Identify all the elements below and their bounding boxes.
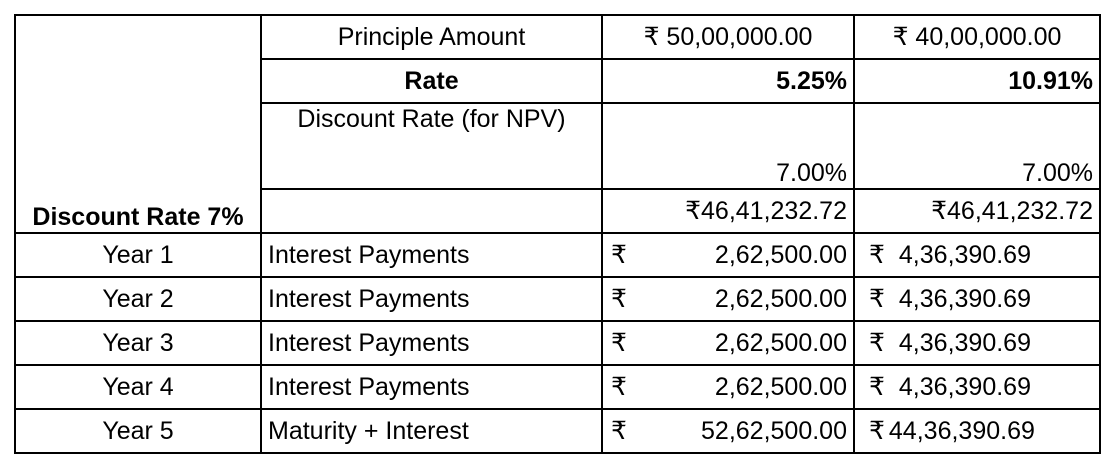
amount: 4,36,390.69 bbox=[898, 241, 1031, 269]
rupee-symbol: ₹ bbox=[611, 373, 627, 401]
discount-rate-npv-label: Discount Rate (for NPV) bbox=[261, 103, 602, 189]
npv-label bbox=[261, 189, 602, 233]
bond-b-payment bbox=[854, 321, 1100, 365]
year-label: Year 5 bbox=[15, 409, 261, 453]
amount: 2,62,500.00 bbox=[714, 285, 847, 313]
table-row bbox=[15, 409, 1100, 453]
payment-desc: Interest Payments bbox=[261, 321, 602, 365]
amount: 2,62,500.00 bbox=[714, 329, 847, 357]
amount: 52,62,500.00 bbox=[701, 417, 847, 445]
rate-bond-b: 10.91% bbox=[854, 59, 1100, 103]
principal-row bbox=[15, 15, 1100, 59]
rupee-symbol: ₹ bbox=[611, 285, 627, 313]
rate-bond-a: 5.25% bbox=[602, 59, 854, 103]
amount: 4,36,390.69 bbox=[898, 373, 1031, 401]
payment-desc: Interest Payments bbox=[261, 277, 602, 321]
payment-desc: Interest Payments bbox=[261, 233, 602, 277]
payment-desc: Interest Payments bbox=[261, 365, 602, 409]
rupee-symbol: ₹ bbox=[869, 417, 885, 445]
rate-label: Rate bbox=[261, 59, 602, 103]
rupee-symbol: ₹ bbox=[611, 417, 627, 445]
discount-rate-label: Discount Rate 7% bbox=[15, 15, 261, 233]
table-row bbox=[15, 365, 1100, 409]
rupee-symbol: ₹ bbox=[869, 373, 885, 401]
npv-bond-a: ₹46,41,232.72 bbox=[602, 189, 854, 233]
discount-rate-bond-b: 7.00% bbox=[854, 103, 1100, 189]
bond-a-payment bbox=[602, 277, 854, 321]
discount-rate-bond-a: 7.00% bbox=[602, 103, 854, 189]
amount: 4,36,390.69 bbox=[898, 329, 1031, 357]
table-row bbox=[15, 277, 1100, 321]
table-row bbox=[15, 321, 1100, 365]
rupee-symbol: ₹ bbox=[611, 329, 627, 357]
year-label: Year 3 bbox=[15, 321, 261, 365]
year-label: Year 2 bbox=[15, 277, 261, 321]
bond-a-payment bbox=[602, 409, 854, 453]
bond-a-payment bbox=[602, 233, 854, 277]
principal-bond-b: ₹ 40,00,000.00 bbox=[854, 15, 1100, 59]
amount: 44,36,390.69 bbox=[888, 417, 1035, 445]
bond-a-payment bbox=[602, 321, 854, 365]
npv-comparison-table bbox=[14, 14, 1101, 454]
year-label: Year 1 bbox=[15, 233, 261, 277]
principal-label: Principle Amount bbox=[261, 15, 602, 59]
payment-desc: Maturity + Interest bbox=[261, 409, 602, 453]
bond-b-payment bbox=[854, 233, 1100, 277]
rupee-symbol: ₹ bbox=[611, 241, 627, 269]
bond-b-payment bbox=[854, 277, 1100, 321]
bond-a-payment bbox=[602, 365, 854, 409]
rupee-symbol: ₹ bbox=[869, 241, 885, 269]
rupee-symbol: ₹ bbox=[869, 329, 885, 357]
amount: 2,62,500.00 bbox=[714, 373, 847, 401]
principal-bond-a: ₹ 50,00,000.00 bbox=[602, 15, 854, 59]
table-row bbox=[15, 233, 1100, 277]
year-label: Year 4 bbox=[15, 365, 261, 409]
rupee-symbol: ₹ bbox=[869, 285, 885, 313]
amount: 2,62,500.00 bbox=[714, 241, 847, 269]
bond-b-payment bbox=[854, 365, 1100, 409]
amount: 4,36,390.69 bbox=[898, 285, 1031, 313]
npv-bond-b: ₹46,41,232.72 bbox=[854, 189, 1100, 233]
bond-b-payment bbox=[854, 409, 1100, 453]
